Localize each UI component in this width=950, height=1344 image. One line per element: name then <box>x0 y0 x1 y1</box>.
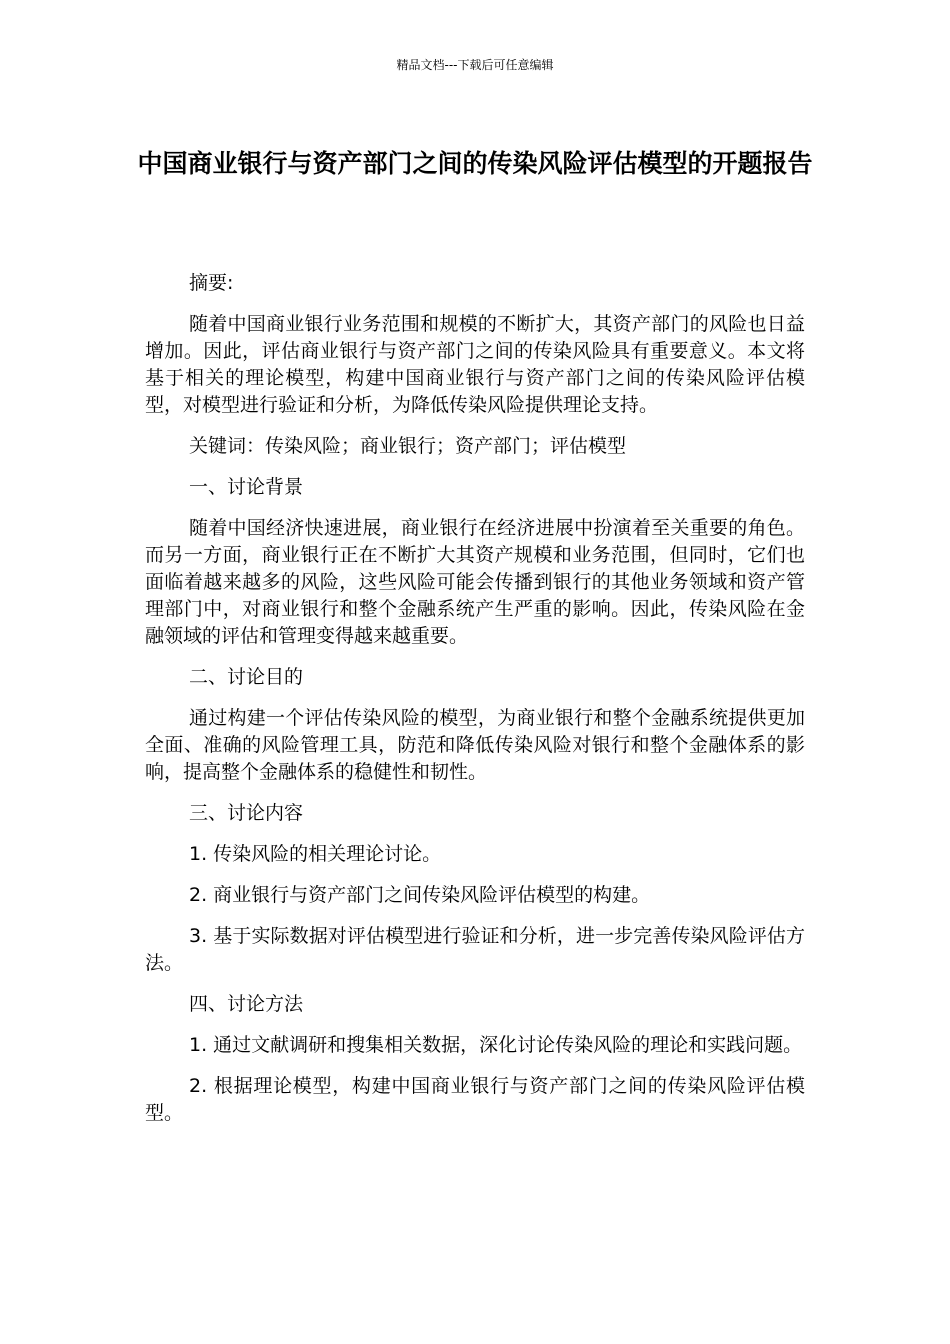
list-item: 2. 根据理论模型，构建中国商业银行与资产部门之间的传染风险评估模型。 <box>145 1075 805 1124</box>
abstract-text: 随着中国商业银行业务范围和规模的不断扩大，其资产部门的风险也日益增加。因此，评估商业银行与资产部门之间的传染风险具有重要意义。本文将基于相关的理论模型，构建中国商业银行与资产部门之间的传染风险评估模型，对模型进行验证和分析，为降低传染风险提供理论支持。 <box>145 313 805 416</box>
header-note: 精品文档---下载后可任意编辑 <box>396 58 554 72</box>
section-heading: 四、讨论方法 <box>189 993 304 1015</box>
list-item: 2. 商业银行与资产部门之间传染风险评估模型的构建。 <box>189 884 651 906</box>
section-heading: 二、讨论目的 <box>189 666 304 688</box>
section-paragraph: 随着中国经济快速进展，商业银行在经济进展中扮演着至关重要的角色。而另一方面，商业银行正在不断扩大其资产规模和业务范围，但同时，它们也面临着越来越多的风险，这些风险可能会传播到银行的其他业务领域和资产管理部门中，对商业银行和整个金融系统产生严重的影响。因此，传染风险在金融领域的评估和管理变得越来越重要。 <box>145 517 805 647</box>
section-paragraph: 通过构建一个评估传染风险的模型，为商业银行和整个金融系统提供更加全面、准确的风险管理工具，防范和降低传染风险对银行和整个金融体系的影响，提高整个金融体系的稳健性和韧性。 <box>145 707 805 783</box>
list-item: 3. 基于实际数据对评估模型进行验证和分析，进一步完善传染风险评估方法。 <box>145 925 805 974</box>
section-heading: 一、讨论背景 <box>189 476 304 498</box>
keywords: 关键词：传染风险；商业银行；资产部门；评估模型 <box>189 435 627 457</box>
section-heading: 三、讨论内容 <box>189 802 304 824</box>
page-title: 中国商业银行与资产部门之间的传染风险评估模型的开题报告 <box>137 149 813 178</box>
list-item: 1. 通过文献调研和搜集相关数据，深化讨论传染风险的理论和实践问题。 <box>189 1034 803 1056</box>
document-body <box>145 270 805 1141</box>
list-item: 1. 传染风险的相关理论讨论。 <box>189 843 442 865</box>
abstract-label: 摘要: <box>189 272 234 294</box>
